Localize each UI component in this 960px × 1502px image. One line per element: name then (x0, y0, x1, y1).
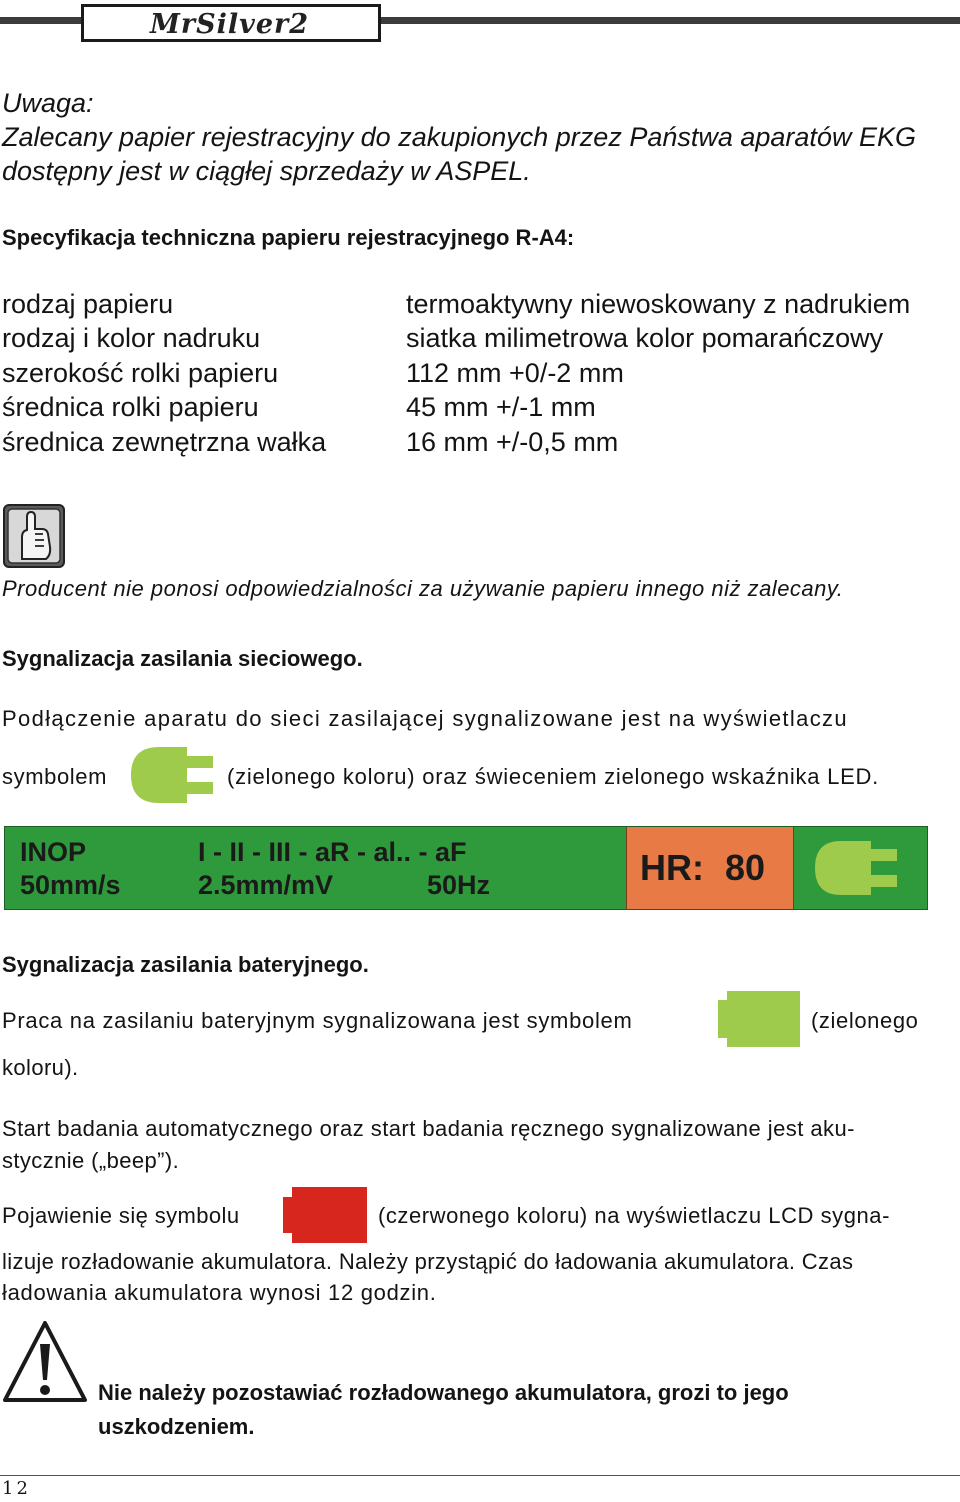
low-battery-line-2: lizuje rozładowanie akumulatora. Należy przystąpić do ładowania akumulatora. Czas (2, 1249, 854, 1274)
battery-line-1b: (zielonego (811, 1008, 919, 1033)
spec-value-2: siatka milimetrowa kolor pomarańczowy (406, 323, 884, 353)
note-label: Uwaga: (2, 88, 94, 118)
header-rule-left (0, 17, 85, 24)
lcd-hr-box (626, 827, 794, 909)
spec-label-2: rodzaj i kolor nadruku (2, 323, 261, 353)
lcd-speed: 50mm/s (20, 870, 121, 900)
spec-heading: Specyfikacja techniczna papieru rejestracyjnego R-A4: (2, 225, 575, 250)
header-title: MrSilver2 (150, 9, 310, 40)
mains-heading: Sygnalizacja zasilania sieciowego. (2, 646, 363, 671)
disclaimer: Producent nie ponosi odpowiedzialności za używanie papieru innego niż zalecany. (2, 576, 844, 601)
lcd-plug-icon (813, 839, 899, 897)
beep-line-1: Start badania automatycznego oraz start badania ręcznego sygnalizowane jest aku- (2, 1116, 855, 1141)
note-line-1: Zalecany papier rejestracyjny do zakupionych przez Państwa aparatów EKG (2, 122, 916, 152)
note-line-2: dostępny jest w ciągłej sprzedaży w ASPEL. (2, 156, 531, 186)
battery-line-2: koloru). (2, 1055, 79, 1080)
spec-label-4: średnica rolki papieru (2, 392, 259, 422)
battery-heading: Sygnalizacja zasilania bateryjnego. (2, 952, 369, 977)
lcd-inop: INOP (20, 837, 87, 867)
lcd-display (4, 826, 928, 910)
lcd-hr-label: HR: (640, 847, 704, 888)
lcd-leads: I - II - III - aR - al.. - aF (198, 837, 467, 867)
spec-value-3: 112 mm +0/-2 mm (406, 358, 624, 388)
lcd-hr-value: 80 (725, 847, 766, 888)
beep-line-2: stycznie („beep”). (2, 1148, 180, 1173)
lcd-gain: 2.5mm/mV (198, 870, 334, 900)
low-battery-line-1b: (czerwonego koloru) na wyświetlaczu LCD sygna- (378, 1203, 890, 1228)
page-number: 12 (2, 1478, 31, 1499)
header-title-box (81, 4, 381, 42)
power-plug-icon (129, 745, 215, 805)
spec-label-5: średnica zewnętrzna wałka (2, 427, 327, 457)
battery-icon (718, 991, 800, 1047)
low-battery-line-3: ładowania akumulatora wynosi 12 godzin. (2, 1280, 437, 1305)
spec-label-1: rodzaj papieru (2, 289, 174, 319)
spec-label-3: szerokość rolki papieru (2, 358, 279, 388)
low-battery-line-1a: Pojawienie się symbolu (2, 1203, 240, 1228)
battery-line-1a: Praca na zasilaniu bateryjnym sygnalizowana jest symbolem (2, 1008, 633, 1033)
spec-value-1: termoaktywny niewoskowany z nadrukiem (406, 289, 911, 319)
spec-value-5: 16 mm +/-0,5 mm (406, 427, 619, 457)
spec-value-4: 45 mm +/-1 mm (406, 392, 596, 422)
mains-line-1: Podłączenie aparatu do sieci zasilającej sygnalizowane jest na wyświetlaczu (2, 706, 848, 731)
caution-line-2: uszkodzeniem. (98, 1414, 255, 1439)
hand-pointing-icon (2, 503, 66, 569)
caution-line-1: Nie należy pozostawiać rozładowanego akumulatora, grozi to jego (98, 1380, 789, 1405)
header-rule-right (378, 17, 960, 24)
footer-rule (0, 1475, 960, 1476)
mains-line-2b: (zielonego koloru) oraz świeceniem zielonego wskaźnika LED. (227, 764, 879, 789)
warning-triangle-icon (2, 1320, 88, 1404)
mains-line-2a: symbolem (2, 764, 108, 789)
lcd-filter: 50Hz (427, 870, 491, 900)
battery-low-icon (283, 1187, 367, 1243)
